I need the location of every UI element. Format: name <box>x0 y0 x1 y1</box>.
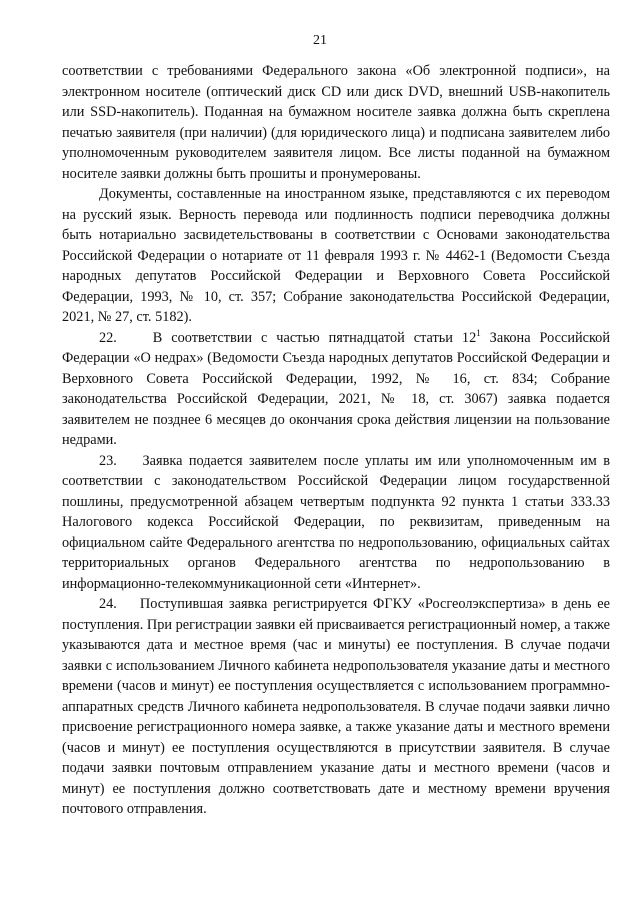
paragraph-continuation: соответствии с требованиями Федерального закона «Об электронной подписи», на электронном носителе (оптический диск CD или диск DVD, внешний USB-накопитель или SSD-накопитель). Поданная на бумажном носителе заявка должна быть скреплена печатью заявителя (при наличии) (для юридического лица) и подписана заявителем либо уполномоченным руководителем заявителя лицом. Все листы поданной на бумажном носителе заявки должны быть прошиты и пронумерованы. <box>62 63 610 182</box>
paragraph-23: 23. Заявка подается заявителем после уплаты им или уполномоченным им в соответствии с законодательством Российской Федерации лицом государственной пошлины, предусмотренной абзацем четвертым подпункта 92 пункта 1 статьи 333.33 Налогового кодекса Российской Федерации, по реквизитам, приведенным на официальном сайте Федерального агентства по недропользованию, официальных сайтах территориальных органов Федерального агентства по недропользованию в информационно-телекоммуникационной сети «Интернет». <box>62 452 610 592</box>
paragraph-22-text-start: 22. В соответствии с частью пятнадцатой статьи 12 <box>99 329 477 346</box>
page-number: 21 <box>313 33 327 48</box>
document-body <box>62 61 610 820</box>
article-superscript: 1 <box>476 327 481 338</box>
paragraph-foreign-documents: Документы, составленные на иностранном языке, представляются с их переводом на русский язык. Верность перевода или подлинность подписи переводчика должны быть нотариально засвидетельствованы в соответствии с Основами законодательства Российской Федерации о нотариате от 11 февраля 1993 г. № 4462-1 (Ведомости Съезда народных депутатов Российской Федерации и Верховного Совета Российской Федерации, 1993, № 10, ст. 357; Собрание законодательства Российской Федерации, 2021, № 27, ст. 5182). <box>62 186 610 325</box>
paragraph-22 <box>62 328 610 451</box>
paragraph-24: 24. Поступившая заявка регистрируется ФГКУ «Росгеолэкспертиза» в день ее поступления. При регистрации заявки ей присваивается регистрационный номер, а также указываются дата и местное время (час и минуты) ее поступления. В случае подачи заявки с использованием Личного кабинета недропользователя указание даты и местного времени (часов и минут) ее поступления осуществляется с использованием программно-аппаратных средств Личного кабинета недропользователя. В случае подачи заявки лично присвоение регистрационного номера заявке, а также указание даты и местного времени (часов и минут) ее поступления осуществляются в присутствии заявителя. В случае подачи заявки почтовым отправлением указание даты и местного времени (часов и минут) ее поступления должно соответствовать дате и местному времени вручения почтового отправления. <box>62 596 610 817</box>
paragraph-22-text-end: Закона Российской Федерации «О недрах» (Ведомости Съезда народных депутатов Российской Федерации и Верховного Совета Российской Федерации, 1992, № 16, ст. 834; Собрание законодательства Российской Федерации, 2021, № 18, ст. 3067) заявка подается заявителем не позднее 6 месяцев до окончания срока действия лицензии на пользование недрами. <box>62 329 610 448</box>
